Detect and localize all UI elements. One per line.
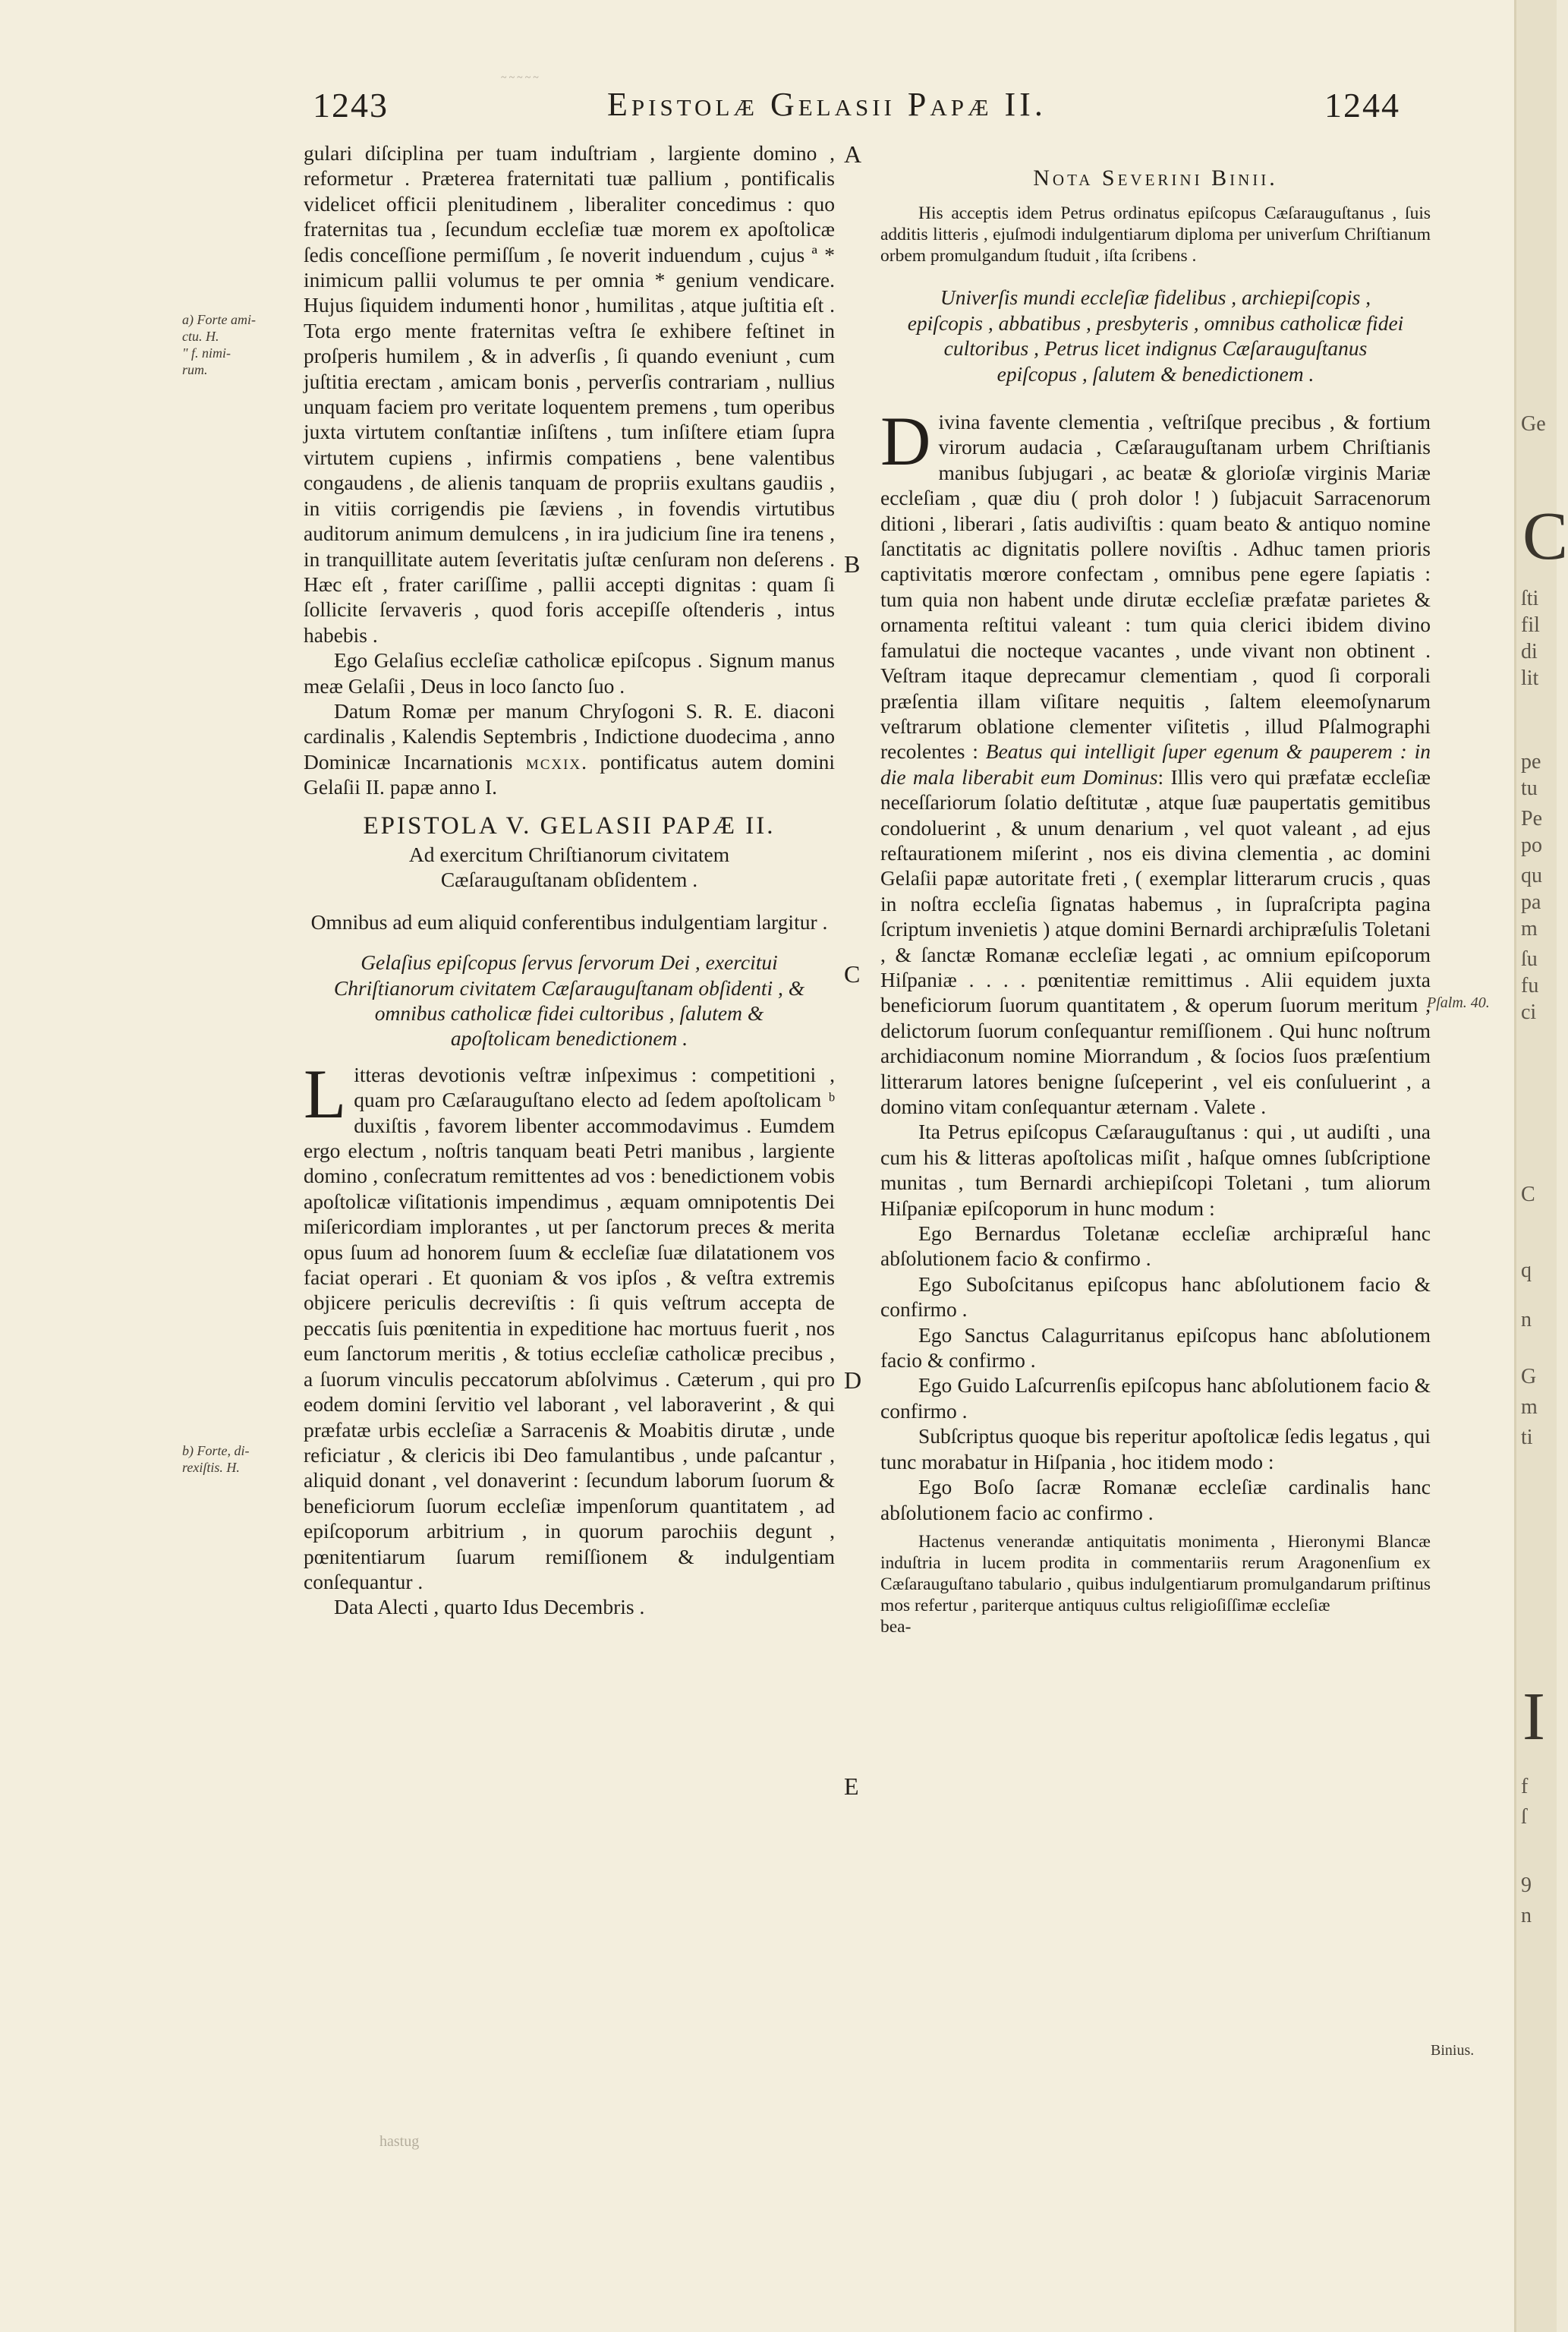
section-letter-b: B xyxy=(844,550,861,578)
right-page-number: 1244 xyxy=(1324,86,1400,124)
next-page-edge: C I Ge ſti fil di lit pe tu Pe po qu pa m ſu fu ci C q n G m ti f ſ 9 n xyxy=(1514,0,1557,2332)
epistola-v-title: EPISTOLA V. GELASII PAPÆ II. xyxy=(363,811,776,840)
next-page-initial: C xyxy=(1522,499,1568,574)
gelasius-signature: Ego Gelaſius eccleſiæ catholicæ epiſcopus . Signum manus meæ Gelaſii , Deus in loco ſancto ſuo . xyxy=(304,648,835,698)
running-title: Epistolæ Gelasii Papæ II. xyxy=(607,86,1047,123)
petrus-address: Univerſis mundi eccleſiæ fidelibus , archiepiſcopis , epiſcopis , abbatibus , presbyteris , omnibus catholicæ fidei cultoribus , Petrus licet indignus Cæſarauguſtanus epiſcopus , ſalutem & benedictionem . xyxy=(907,285,1404,386)
subscription-boso: Ego Boſo ſacræ Romanæ eccleſiæ cardinalis hanc abſolutionem facio ac confirmo . xyxy=(880,1475,1431,1524)
intro-note: His acceptis idem Petrus ordinatus epiſcopus Cæſarauguſtanus , ſuis additis litteris , ejuſmodi indulgentiarum diploma per univerſum Chriſtianum orbem promulgandum ſtuduit , iſta ſcribens . xyxy=(880,203,1431,266)
gelasius-letter: Litteras devotionis veſtræ inſpeximus : competitioni , quam pro Cæſarauguſtano electo ad ſedem apoſtolicam ᵇ duxiſtis , favorem libenter accommodavimus . Eumdem ergo electum , noſtris tanquam beati Petri manibus , largiente domino , conſecratum remittentes ad vos : benedictionem vobis apoſtolicæ viſitationis impendimus , æquam omnipotentis Dei miſericordiam implorantes , ut per ſanctorum preces & merita opus ſuum ad honorem ſuum & eccleſiæ ſuæ dilatationem vos faciat operari . Et quoniam & vos ipſos , & veſtra extremis objicere periculis decreviſtis : ſi quis veſtrum accepta de peccatis ſuis pœnitentia in expeditione hac mortuus fuerit , nos eum ſanctorum meritis , & totius eccleſiæ catholicæ precibus , a ſuorum vinculis peccatorum abſolvimus . Cæterum , qui pro eodem domini ſervitio vel laborant , vel laboraverint , & qui præfatæ urbis eccleſiæ a Sarracenis & Moabitis dirutæ , unde reficiatur , & clericis ibi Deo famulantibus , unde paſcantur , aliquid donant , vel donaverint : ſecundum laborum ſuorum & beneficiorum ſuorum eccleſiæ impenſorum quantitatem , ad epiſcoporum arbitrium , in quorum parochiis degunt , pœnitentiarum ſuarum remiſſionem & indulgentiam conſequantur . xyxy=(304,1054,835,1593)
rubric: Omnibus ad eum aliquid conferentibus indulgentiam largitur . xyxy=(310,909,828,934)
margin-note-b: b) Forte, di- rexiſtis. H. xyxy=(182,1443,250,1475)
epistola-subtitle-2: Cæſarauguſtanam obſidentem . xyxy=(440,868,698,892)
dropcap-d: D xyxy=(880,402,931,481)
section-letter-a: A xyxy=(844,140,862,168)
margin-note-psalm: Pſalm. 40. xyxy=(1427,994,1490,1011)
section-letter-e: E xyxy=(844,1773,859,1800)
margin-note-binius: Binius. xyxy=(1431,2042,1475,2059)
top-ornament: ~~~~~ xyxy=(501,72,541,84)
gelasius-address: Gelaſius epiſcopus ſervus ſervorum Dei , exercitui Chriſtianorum civitatem Cæſarauguſtanam obſidenti , & omnibus catholicæ fidei cultoribus , ſalutem & apoſtolicam benedictionem . xyxy=(333,950,805,1051)
psalm-quote: Beatus qui intelligit ſuper egenum & pauperem : in die mala liberabit eum Dominus xyxy=(880,739,1431,789)
ita-paragraph: Ita Petrus epiſcopus Cæſarauguſtanus : qui , ut audiſti , una cum his & litteras apoſtolicas miſit , haſque omnes ſubſcriptione munitas , tum Bernardi archiepiſcopi Toletani , tum aliorum Hiſpaniæ epiſcoporum in hunc modum : xyxy=(880,1120,1431,1220)
final-note: Hactenus venerandæ antiquitatis monimenta , Hieronymi Blancæ induſtria in lucem prodita in commentariis rerum Aragonenſium ex Cæſarauguſtano tabulario , quibus indulgentiarum promulgandarum priſtinus mos refertur , pariterque antiquus cultus religioſiſſimæ eccleſiæ xyxy=(880,1531,1431,1615)
left-catchword: hastug xyxy=(379,2133,420,2150)
epistola-subtitle-1: Ad exercitum Chriſtianorum civitatem xyxy=(408,842,730,866)
next-page-initial-2: I xyxy=(1522,1679,1545,1754)
left-page-number: 1243 xyxy=(313,86,389,124)
dropcap-l: L xyxy=(304,1054,347,1133)
margin-note-a: a) Forte ami- ctu. H. " f. nimi- rum. xyxy=(182,312,256,377)
page-header xyxy=(0,85,1514,138)
nota-title: Nota Severini Binii. xyxy=(1033,165,1278,191)
petrus-letter: Divina favente clementia , veſtriſque precibus , & fortium virorum audacia , Cæſarauguſtanam urbem Chriſtianis manibus ſubjugari , ac beatæ & glorioſæ virginis Mariæ eccleſiam , quæ diu ( proh dolor ! ) ſubjacuit Sarracenorum ditioni , liberari , ſatis audiviſtis : quam beato & antiquo nomine ſanctitatis ac dignitatis pollere noviſtis . Adhuc tamen prioris captivitatis mœrore confectam , omnibus pene egere ſapiatis : tum quia non habent unde dirutæ eccleſiæ præfatæ parietes & ornamenta reſtitui valeant : tum quia clerici ibidem divino famulatui die noctequе vacantes , unde vivant non obtinent . Veſtram itaque deprecamur clementiam , quod ſi corporali præſentia illam viſitare nequitis , ſaltem eleemoſynarum veſtrarum oblatione clementer viſitetis , illud Pſalmographi recolentes : Beatus qui intelligit ſuper egenum & pauperem : in die mala liberabit eum Dominus: Illis vero qui præfatæ eccleſiæ neceſſariorum ſolatio deſtitutæ , atque ſuæ paupertatis gemitibus condoluerint , & unum denarium , vel quot valeant , ad ejus reſtaurationem miſerint , nos eis divina clementia , ac domini Gelaſii papæ autoritate freti , ( exemplar litterarum crucis , quas in noſtra eccleſia ſignatas habemus , in ſupraſcripta pagina ſcriptum invenietis ) atque domini Bernardi archipræſulis Toletani , & ſanctæ Romanæ eccleſiæ legati , ac omnium epiſcoporum Hiſpaniæ . . . . pœnitentiæ remittimus . Alii equidem juxta beneficiorum ſuorum quantitatem , & operum ſuorum meritum , delictorum ſuorum conſequantur remiſſionem . Qui hunc noſtrum archidiaconum nomine Miorrandum , & ſocios ſuos præſentium litterarum latores benigne ſuſceperint , vel eis conſuluerint , a domino vitam conſequantur æternam . Valete . xyxy=(880,402,1431,1118)
right-column xyxy=(880,165,1431,1637)
subscription-sanctus: Ego Sanctus Calagurritanus epiſcopus hanc abſolutionem facio & confirmo . xyxy=(880,1322,1431,1372)
subscriptus-paragraph: Subſcriptus quoque bis reperitur apoſtolicæ ſedis legatus , qui tunc morabatur in Hiſpania , hoc itidem modo : xyxy=(880,1424,1431,1473)
subscription-guido: Ego Guido Laſcurrenſis epiſcopus hanc abſolutionem facio & confirmo . xyxy=(880,1373,1431,1423)
datum-year: mcxix xyxy=(525,749,582,774)
subscription-suboscitanus: Ego Suboſcitanus epiſcopus hanc abſolutionem facio & confirmo . xyxy=(880,1272,1431,1322)
data-alecti: Data Alecti , quarto Idus Decembris . xyxy=(334,1595,645,1619)
left-column xyxy=(304,140,835,1620)
subscription-bernardus: Ego Bernardus Toletanæ eccleſiæ archipræſul hanc abſolutionem facio & confirmo . xyxy=(880,1221,1431,1271)
section-letter-c: C xyxy=(844,960,861,988)
datum-romae: Datum Romæ per manum Chryſogoni S. R. E. diaconi cardinalis , Kalendis Septembris , Indictione duodecima , anno Dominicæ Incarnationis mcxix. pontificatus autem domini Gelaſii II. papæ anno I. xyxy=(304,698,835,799)
section-letter-d: D xyxy=(844,1366,862,1394)
pallium-paragraph: gulari diſciplina per tuam induſtriam , largiente domino , reformetur . Præterea fraternitati tuæ pallium , pontificalis videlicet officii plenitudinem , liberaliter concedimus : quo fraternitas tua , ſecundum eccleſiæ tuæ morem ex apoſtolicæ ſedis conceſſione permiſſum , ſe noverit induendum , cujus ª * inimicum pallii volumus te per omnia * genium vendicare. Hujus ſiquidem indumenti honor , humilitas , atque juſtitia eſt . Tota ergo mente fraternitas veſtra ſe exhibere feſtinet in proſperis humilem , & in adverſis , ſi quando eveniunt , cum juſtitia erectam , amicam bonis , perverſis contrariam , nullius unquam faciem pro veritate loquentem premens , tum operibus juxta virtutem conſtantiæ inſiſtens , tum inſiſtere etiam ſupra virtutem cupiens , infirmis compatiens , bene valentibus congaudens , de alienis tanquam de propriis exultans gaudiis , in vitiis corrigendis pie ſæviens , in fovendis virtutibus auditorum animum demulcens , in ira judicium ſine ira tenens , in tranquillitate autem ſeveritatis juſtæ cenſuram non deſerens . Hæc eſt , frater cariſſime , pallii accepti dignitas : quam ſi ſollicite ſervaveris , quod foris accepiſſe oſtenderis , intus habebis . xyxy=(304,141,835,647)
right-catchword: bea- xyxy=(880,1616,912,1637)
